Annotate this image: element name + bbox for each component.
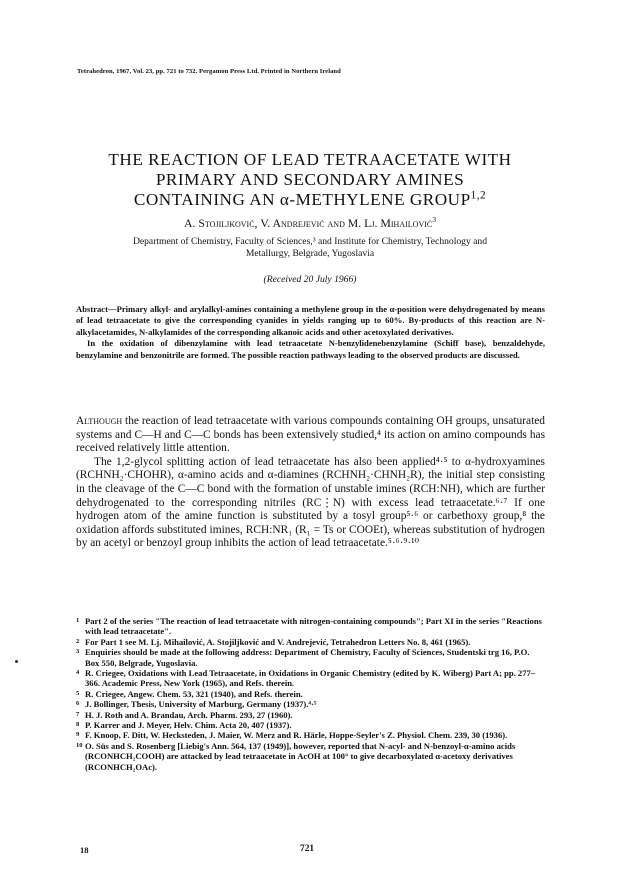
author-list [60,216,560,231]
footnote-text: For Part 1 see M. Lj. Mihailović, A. Stojiljković and V. Andrejević, Tetrahedron Letters No. 8, 461 (1965). [85,636,471,647]
title-line-1: THE REACTION OF LEAD TETRAACETATE WITH [108,150,512,169]
footnote-text: H. J. Roth and A. Brandau, Arch. Pharm. 293, 27 (1960). [85,709,293,720]
lead-word: Although [76,415,123,427]
footnote-mark: 1 [76,617,80,624]
body-paragraph-1-text: the reaction of lead tetraacetate with various compounds containing OH groups, unsaturated systems and C—H and C—C bonds has been extensively studied,⁴ its action on amino compounds has received relatively little attention. [76,415,545,455]
author-footnote-mark: 3 [432,215,437,225]
footnote [76,741,545,772]
footnote-mark: 8 [76,721,80,729]
footnote-mark: 7 [76,710,80,718]
abstract-paragraph-1 [76,304,545,338]
received-date: (Received 20 July 1966) [263,274,357,285]
affiliation-line-1: Department of Chemistry, Faculty of Sciences,³ and Institute for Chemistry, Technology and [132,236,488,247]
journal-citation-header: Tetrahedron, 1967, Vol. 23, pp. 721 to 732. Pergamon Press Ltd. Printed in Northern Ireland [77,68,341,75]
footer-signature-mark: 18 [80,845,89,855]
footnote [76,616,545,637]
title-line-3-text: CONTAINING AN α-METHYLENE GROUP [133,190,471,209]
abstract-label: Abstract [76,304,108,314]
footnote-mark: 4 [76,669,80,677]
footnote-mark: 2 [76,637,80,645]
margin-mark [15,660,18,663]
abstract-text-1: —Primary alkyl- and arylalkyl-amines containing a methylene group in the α-position were dehydrogenated by means of lead tetraacetate to give the corresponding cyanides in yields ranging up to 60%. By-products of this reaction are N-alkylacetamides, N-alkylamides of the corresponding alkanoic acids and other acetoxylated derivatives. [76,304,545,337]
footnote-mark: 9 [76,731,80,739]
footnote-mark: 10 [76,741,83,749]
footnote-text: O. Süs and S. Rosenberg [Liebig's Ann. 564, 137 (1949)], however, reported that N-acyl- and N-benzoyl-α-amino acids (RCONHCH₂COOH) are attacked by lead tetraacetate in AcOH at 100° to give decarboxylated α-acetoxy derivatives (RCONHCH₂OAc). [85,740,516,772]
footnote [76,710,545,720]
footnote-mark: 6 [76,700,80,708]
title-line-3 [60,190,560,210]
footnote-text: R. Criegee, Angew. Chem. 53, 321 (1940), and Refs. therein. [85,688,303,699]
footnotes [76,616,545,772]
title-footnote-marks: 1,2 [470,189,487,202]
footnote [76,699,545,709]
footnote-text: F. Knoop, F. Ditt, W. Hecksteden, J. Maier, W. Merz and R. Härle, Hoppe-Seyler's Z. Physiol. Chem. 239, 30 (1936). [85,730,508,741]
body-paragraph-1 [76,415,545,456]
footnote [76,689,545,699]
footnote-text: R. Criegee, Oxidations with Lead Tetraacetate, in Oxidations in Organic Chemistry (edited by K. Wiberg) Part A; pp. 277–366. Academic Press, New York (1965), and Refs. therein. [85,668,536,689]
abstract-paragraph-2: In the oxidation of dibenzylamine with lead tetraacetate N-benzylidenebenzylamine (Schiff base), benzaldehyde, benzylamine and benzonitrile are formed. The possible reaction pathways leading to the observed products are discussed. [76,338,545,360]
affiliation [95,236,525,260]
footnote [76,647,545,668]
body-paragraph-2: The 1,2-glycol splitting action of lead tetraacetate has also been applied⁴·⁵ to α-hydroxyamines (RCHNH₂·CHOHR), α-amino acids and α-diamines (RCHNH₂·CHNH₂R), the initial step consisting in the cleavage of the C—C bond with the formation of unstable imines (RCH:NH), which are further dehydrogenated to the corresponding nitriles (RC⋮N) with excess lead tetraacetate.⁶·⁷ If one hydrogen atom of the amine function is substituted by a tosyl group⁵·⁶ or carbethoxy group,⁸ the oxidation affords substituted imines, RCH:NR₁ (R₁ = Ts or COOEt), whereas substitution of hydrogen by an acetyl or benzoyl group inhibits the action of lead tetraacetate.⁵·⁶·⁹·¹⁰ [76,455,545,550]
footnote-text: P. Karrer and J. Meyer, Helv. Chim. Acta 20, 407 (1937). [85,720,292,731]
page-number: 721 [300,844,315,854]
title-line-2: PRIMARY AND SECONDARY AMINES [155,170,465,189]
footnote-text: Part 2 of the series "The reaction of lead tetraacetate with nitrogen-containing compounds"; Part XI in the series "Reactions with lead tetraacetate". [85,616,542,637]
footnote [76,720,545,730]
article-title [60,150,560,210]
footnote-mark: 5 [76,689,80,697]
footnote-mark: 3 [76,648,80,656]
author-names: A. Stojiljković, V. Andrejević and M. Lj. Mihailović [183,216,433,230]
main-text [76,415,545,551]
affiliation-line-2: Metallurgy, Belgrade, Yugoslavia [245,248,375,259]
footnote-text: Enquiries should be made at the following address: Department of Chemistry, Faculty of Sciences, Studentski trg 16, P.O. Box 550, Belgrade, Yugoslavia. [85,647,530,668]
footnote [76,730,545,740]
abstract [76,304,545,361]
footnote-text: J. Bollinger, Thesis, University of Marburg, Germany (1937).⁴·⁵ [85,699,317,710]
footnote [76,668,545,689]
footnote [76,637,545,647]
